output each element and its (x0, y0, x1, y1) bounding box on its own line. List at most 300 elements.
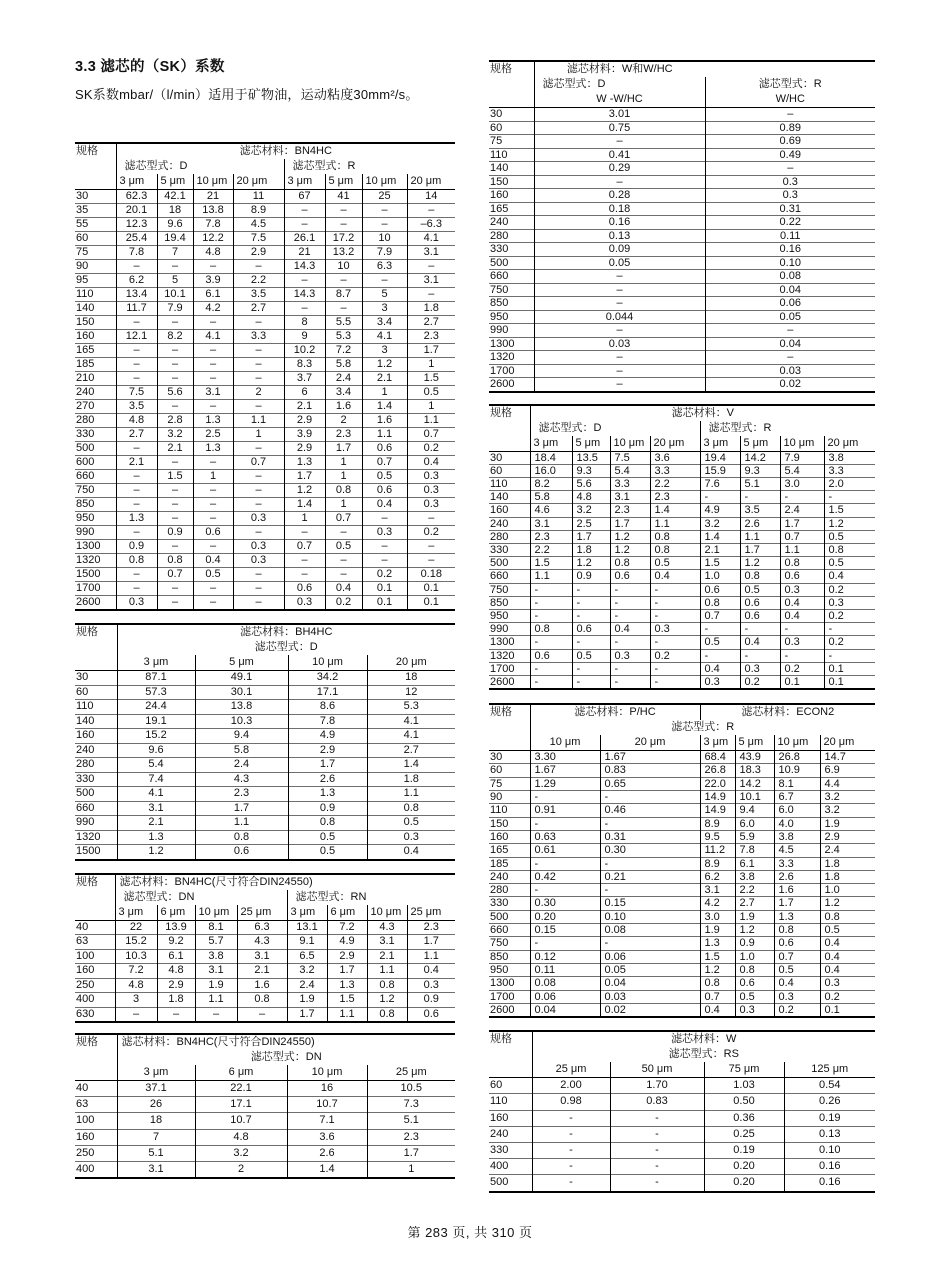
value-cell: – (705, 162, 875, 176)
micron-header: 10 μm (610, 436, 650, 452)
value-cell: – (233, 582, 284, 596)
value-cell: - (532, 1126, 610, 1142)
table-row (489, 910, 875, 923)
value-cell: 10 (362, 232, 407, 246)
value-cell: 0.5 (740, 583, 780, 596)
value-cell: – (233, 470, 284, 484)
value-cell: 2.3 (530, 530, 572, 543)
value-cell: - (572, 609, 610, 622)
value-cell: 0.13 (534, 229, 705, 243)
value-cell: 1.3 (193, 442, 233, 456)
value-cell: 4.8 (116, 414, 157, 428)
value-cell: 9 (284, 330, 325, 344)
value-cell: 1.6 (325, 400, 362, 414)
value-cell: 17.1 (195, 1097, 287, 1113)
page-subtitle: SK系数mbar/（l/min）适用于矿物油，运动粘度30mm²/s。 (75, 87, 419, 102)
spec-cell: 280 (489, 530, 530, 543)
value-cell: – (233, 596, 284, 611)
value-cell: - (530, 596, 572, 609)
value-cell: – (534, 175, 705, 189)
value-cell: 2.9 (327, 949, 367, 964)
value-cell: 6.3 (237, 920, 287, 935)
spec-cell: 1320 (489, 649, 530, 662)
value-cell: - (610, 675, 650, 689)
value-cell: 3.9 (284, 428, 325, 442)
spec-cell: 60 (489, 464, 530, 477)
value-cell: 0.4 (367, 845, 455, 860)
value-cell: 1 (325, 456, 362, 470)
table-row (489, 609, 875, 622)
value-cell: 0.6 (572, 623, 610, 636)
micron-header: 75 μm (704, 1062, 784, 1078)
value-cell: 0.10 (600, 910, 700, 923)
value-cell: 0.03 (600, 990, 700, 1003)
left-column (75, 142, 455, 1179)
value-cell: 3 (115, 993, 157, 1008)
value-cell: 1.29 (530, 777, 600, 790)
value-cell: – (157, 400, 193, 414)
value-cell: 0.6 (740, 596, 780, 609)
value-cell: 0.3 (700, 675, 740, 689)
value-cell: 0.6 (407, 1007, 455, 1022)
value-cell: 1.67 (600, 751, 700, 764)
table-row (75, 935, 455, 950)
value-cell: - (572, 583, 610, 596)
value-cell: 7.9 (780, 451, 824, 464)
table-header (489, 61, 875, 108)
value-cell: 1.1 (780, 543, 824, 556)
material-label: 滤芯材料：BH4HC (240, 626, 333, 638)
value-cell: 3.5 (233, 288, 284, 302)
value-cell: 0.4 (820, 937, 875, 950)
table-row (489, 1175, 875, 1192)
value-cell: 26.1 (284, 232, 325, 246)
value-cell: 0.83 (600, 764, 700, 777)
value-cell: – (157, 260, 193, 274)
value-cell: 0.5 (774, 963, 820, 976)
value-cell: 0.5 (362, 470, 407, 484)
value-cell: 4.9 (288, 729, 367, 744)
type-sub-header-d: W -W/HC (596, 93, 643, 105)
value-cell: 0.06 (705, 297, 875, 311)
value-cell: 16 (287, 1081, 367, 1097)
value-cell: 1.3 (288, 787, 367, 802)
value-cell: 0.91 (530, 804, 600, 817)
material-header: 滤芯材料：BN4HC(尺寸符合DIN24550) (121, 1036, 315, 1048)
value-cell: 1.1 (407, 414, 455, 428)
value-cell: - (700, 491, 740, 504)
value-cell: 0.3 (740, 662, 780, 675)
material-header (532, 1031, 875, 1062)
table-row (75, 302, 455, 316)
spec-cell: 280 (75, 414, 116, 428)
value-cell: 0.3 (407, 484, 455, 498)
value-cell: 1 (325, 470, 362, 484)
table-row (75, 1129, 455, 1145)
micron-header: 125 μm (784, 1062, 875, 1078)
value-cell: 1.3 (774, 910, 820, 923)
micron-header: 25 μm (555, 1063, 587, 1076)
value-cell: - (530, 937, 600, 950)
table-row (489, 202, 875, 216)
micron-header: 5 μm (735, 735, 774, 751)
table-row (75, 386, 455, 400)
value-cell: – (116, 484, 157, 498)
table-row (75, 526, 455, 540)
table-row (75, 512, 455, 526)
value-cell: - (610, 636, 650, 649)
spec-cell: 140 (489, 162, 534, 176)
value-cell: 0.2 (362, 568, 407, 582)
value-cell: 1.6 (237, 978, 287, 993)
value-cell: 0.3 (362, 526, 407, 540)
table-row (75, 442, 455, 456)
value-cell: – (362, 554, 407, 568)
value-cell: 0.5 (367, 816, 455, 831)
table-row (489, 1142, 875, 1158)
table-row (489, 135, 875, 149)
value-cell: 0.54 (784, 1078, 875, 1094)
spec-cell: 950 (75, 512, 116, 526)
value-cell: 0.41 (534, 148, 705, 162)
value-cell: 8.1 (774, 777, 820, 790)
spec-cell: 850 (489, 950, 530, 963)
value-cell: 0.7 (407, 428, 455, 442)
value-cell: 0.6 (362, 484, 407, 498)
value-cell: 0.3 (233, 554, 284, 568)
value-cell: 1.7 (407, 935, 455, 950)
value-cell: 0.22 (705, 216, 875, 230)
page-header (75, 55, 495, 103)
micron-header: 20 μm (407, 174, 455, 190)
micron-header: 5 μm (740, 436, 780, 452)
spec-cell: 185 (75, 358, 116, 372)
table-row (75, 470, 455, 484)
value-cell: 5.8 (530, 491, 572, 504)
table-row (75, 260, 455, 274)
table-row (489, 777, 875, 790)
value-cell: - (530, 675, 572, 689)
spec-cell: 55 (75, 218, 116, 232)
value-cell: – (407, 260, 455, 274)
spec-cell: 850 (489, 297, 534, 311)
value-cell: 22 (115, 920, 157, 935)
value-cell: 0.8 (650, 543, 700, 556)
value-cell: 0.65 (600, 777, 700, 790)
value-cell: – (116, 470, 157, 484)
value-cell: 0.2 (824, 636, 875, 649)
spec-cell: 990 (489, 324, 534, 338)
spec-cell: 950 (489, 963, 530, 976)
value-cell: 0.9 (157, 526, 193, 540)
micron-header: 6 μm (327, 905, 367, 921)
table-row (489, 884, 875, 897)
value-cell: 3.8 (195, 949, 237, 964)
value-cell: 15.9 (700, 464, 740, 477)
table-row (75, 582, 455, 596)
value-cell: – (157, 582, 193, 596)
spec-cell: 150 (489, 817, 530, 830)
value-cell: 1.3 (700, 937, 735, 950)
value-cell: 0.4 (325, 582, 362, 596)
value-cell: 0.8 (116, 554, 157, 568)
value-cell: 0.7 (780, 530, 824, 543)
value-cell: 5.5 (325, 316, 362, 330)
value-cell: – (193, 512, 233, 526)
table-row (489, 817, 875, 830)
value-cell: - (530, 609, 572, 622)
table-body (489, 751, 875, 1017)
value-cell: – (157, 498, 193, 512)
value-cell: 1.70 (610, 1078, 704, 1094)
value-cell: 1.8 (157, 993, 195, 1008)
table-row (75, 554, 455, 568)
table-row (75, 964, 455, 979)
value-cell: - (740, 491, 780, 504)
spec-cell: 165 (489, 844, 530, 857)
value-cell: 6.0 (735, 817, 774, 830)
value-cell: 0.29 (534, 162, 705, 176)
value-cell: 0.02 (705, 378, 875, 392)
value-cell: 0.3 (407, 498, 455, 512)
spec-cell: 35 (75, 204, 116, 218)
value-cell: 3.8 (824, 451, 875, 464)
value-cell: 5 (157, 274, 193, 288)
value-cell: 2.4 (287, 978, 327, 993)
spec-cell: 60 (75, 232, 116, 246)
table-row (75, 845, 455, 860)
value-cell: 0.8 (700, 977, 735, 990)
value-cell: – (362, 540, 407, 554)
value-cell: 1.7 (774, 897, 820, 910)
table-row (75, 316, 455, 330)
spec-cell: 160 (75, 964, 115, 979)
value-cell: 12.1 (116, 330, 157, 344)
table-row (489, 990, 875, 1003)
spec-cell: 30 (76, 671, 89, 683)
value-cell: – (193, 456, 233, 470)
value-cell: 8.6 (288, 700, 367, 715)
value-cell: 0.04 (530, 1003, 600, 1017)
value-cell: 0.6 (774, 937, 820, 950)
spec-cell: 270 (75, 400, 116, 414)
value-cell: 15.2 (115, 935, 157, 950)
spec-cell: 75 (489, 777, 530, 790)
value-cell: 1.7 (287, 1007, 327, 1022)
value-cell: 0.3 (650, 623, 700, 636)
value-cell: 0.9 (407, 993, 455, 1008)
value-cell: 0.63 (530, 830, 600, 843)
micron-header: 10 μm (780, 436, 824, 452)
value-cell: 8.7 (325, 288, 362, 302)
value-cell: 2.9 (288, 743, 367, 758)
value-cell: 0.5 (407, 386, 455, 400)
spec-cell: 63 (75, 1097, 117, 1113)
value-cell: 1.1 (650, 517, 700, 530)
value-cell: - (650, 596, 700, 609)
value-cell: 12.3 (116, 218, 157, 232)
table-row (489, 283, 875, 297)
micron-header: 10 μm (362, 174, 407, 190)
value-cell: – (116, 358, 157, 372)
spec-cell: 60 (490, 1079, 503, 1092)
value-cell: 2.9 (233, 246, 284, 260)
value-cell: 49.1 (195, 671, 288, 686)
value-cell: 19.4 (157, 232, 193, 246)
table-row (75, 428, 455, 442)
value-cell: 0.12 (530, 950, 600, 963)
value-cell: 22.1 (195, 1081, 287, 1097)
value-cell: 0.4 (407, 964, 455, 979)
spec-cell: 850 (75, 498, 116, 512)
spec-cell: 330 (489, 243, 534, 257)
value-cell: – (233, 498, 284, 512)
spec-cell: 240 (489, 517, 530, 530)
value-cell: 3.1 (407, 274, 455, 288)
value-cell: 0.4 (824, 570, 875, 583)
value-cell: 2.7 (407, 316, 455, 330)
value-cell: 0.30 (530, 897, 600, 910)
value-cell: 34.2 (288, 671, 367, 686)
value-cell: 1.2 (572, 557, 610, 570)
value-cell: 0.2 (774, 1003, 820, 1017)
value-cell: 0.3 (705, 189, 875, 203)
table-row (489, 583, 875, 596)
value-cell: 1.2 (735, 924, 774, 937)
value-cell: 6.5 (287, 949, 327, 964)
value-cell: 7.8 (735, 844, 774, 857)
value-cell: 2.7 (116, 428, 157, 442)
value-cell: 0.7 (325, 512, 362, 526)
table-row (489, 844, 875, 857)
table-header (75, 874, 455, 921)
value-cell: – (116, 526, 157, 540)
value-cell: 2.7 (735, 897, 774, 910)
spec-column-header: 规格 (75, 143, 116, 190)
value-cell: 0.7 (362, 456, 407, 470)
value-cell: 0.9 (288, 801, 367, 816)
value-cell: 18 (367, 671, 455, 686)
value-cell: 8.2 (157, 330, 193, 344)
value-cell: 1.9 (195, 978, 237, 993)
value-cell: – (233, 484, 284, 498)
micron-header: 10 μm (288, 655, 367, 671)
value-cell: – (534, 135, 705, 149)
spec-cell: 110 (75, 700, 117, 715)
value-cell: – (193, 358, 233, 372)
spec-cell: 330 (75, 428, 116, 442)
value-cell: 3.1 (237, 949, 287, 964)
table-row (489, 897, 875, 910)
spec-cell: 165 (75, 344, 116, 358)
spec-cell: 40 (76, 1082, 89, 1094)
value-cell: – (407, 288, 455, 302)
value-cell: 1.7 (572, 530, 610, 543)
value-cell: - (530, 817, 600, 830)
table-row (489, 464, 875, 477)
value-cell: 12.2 (193, 232, 233, 246)
micron-header: 5 μm (157, 174, 193, 190)
value-cell: 3.5 (740, 504, 780, 517)
table-row (489, 977, 875, 990)
value-cell: 5.3 (367, 700, 455, 715)
value-cell: 6.1 (193, 288, 233, 302)
value-cell: 3.1 (117, 1162, 195, 1179)
spec-cell: 500 (75, 442, 116, 456)
value-cell: 9.1 (287, 935, 327, 950)
spec-cell: 1300 (75, 540, 116, 554)
micron-header: 3 μm (700, 735, 735, 751)
spec-cell: 990 (489, 623, 530, 636)
value-cell: 4.6 (530, 504, 572, 517)
value-cell: 1.1 (233, 414, 284, 428)
value-cell: - (610, 1142, 704, 1158)
spec-cell: 1300 (489, 337, 534, 351)
value-cell: – (233, 260, 284, 274)
value-cell: 3.8 (774, 830, 820, 843)
material-header (117, 624, 455, 655)
table-row (75, 1081, 455, 1097)
value-cell: – (534, 364, 705, 378)
value-cell: 0.2 (780, 662, 824, 675)
value-cell: 1.8 (407, 302, 455, 316)
value-cell: 11.2 (700, 844, 735, 857)
table-row (489, 256, 875, 270)
value-cell: 7.4 (117, 772, 195, 787)
spec-cell: 110 (489, 1094, 532, 1110)
table-row (75, 830, 455, 845)
value-cell: 14.7 (820, 751, 875, 764)
value-cell: 2.3 (650, 491, 700, 504)
value-cell: 1.1 (530, 570, 572, 583)
table-row (75, 787, 455, 802)
value-cell: 4.2 (193, 302, 233, 316)
value-cell: 8.1 (195, 920, 237, 935)
value-cell: - (600, 937, 700, 950)
value-cell: 2.9 (157, 978, 195, 993)
value-cell: 0.5 (288, 830, 367, 845)
value-cell: 10 (325, 260, 362, 274)
table-body (489, 451, 875, 689)
spec-cell: 500 (75, 787, 117, 802)
value-cell: 1.2 (117, 845, 195, 860)
value-cell: 3.01 (534, 108, 705, 122)
value-cell: 0.11 (705, 229, 875, 243)
value-cell: 8 (284, 316, 325, 330)
value-cell: 5 (362, 288, 407, 302)
value-cell: 10.7 (195, 1113, 287, 1129)
value-cell: 68.4 (700, 751, 735, 764)
value-cell: – (193, 260, 233, 274)
spec-cell: 150 (489, 175, 534, 189)
value-cell: 1.3 (284, 456, 325, 470)
micron-header: 10 μm (193, 174, 233, 190)
material-header: 滤芯材料：W和W/HC (566, 63, 673, 75)
value-cell: - (532, 1159, 610, 1175)
value-cell: 7.5 (116, 386, 157, 400)
value-cell: 0.8 (367, 978, 407, 993)
table-w-rs (489, 1030, 875, 1192)
value-cell: – (284, 554, 325, 568)
table-row (75, 232, 455, 246)
spec-cell: 1300 (489, 636, 530, 649)
spec-column-header: 规格 (75, 624, 117, 671)
table-row (489, 1094, 875, 1110)
value-cell: – (157, 316, 193, 330)
value-cell: 0.6 (735, 977, 774, 990)
type-header-rn: 滤芯型式：RN (287, 890, 455, 905)
value-cell: 0.6 (700, 583, 740, 596)
